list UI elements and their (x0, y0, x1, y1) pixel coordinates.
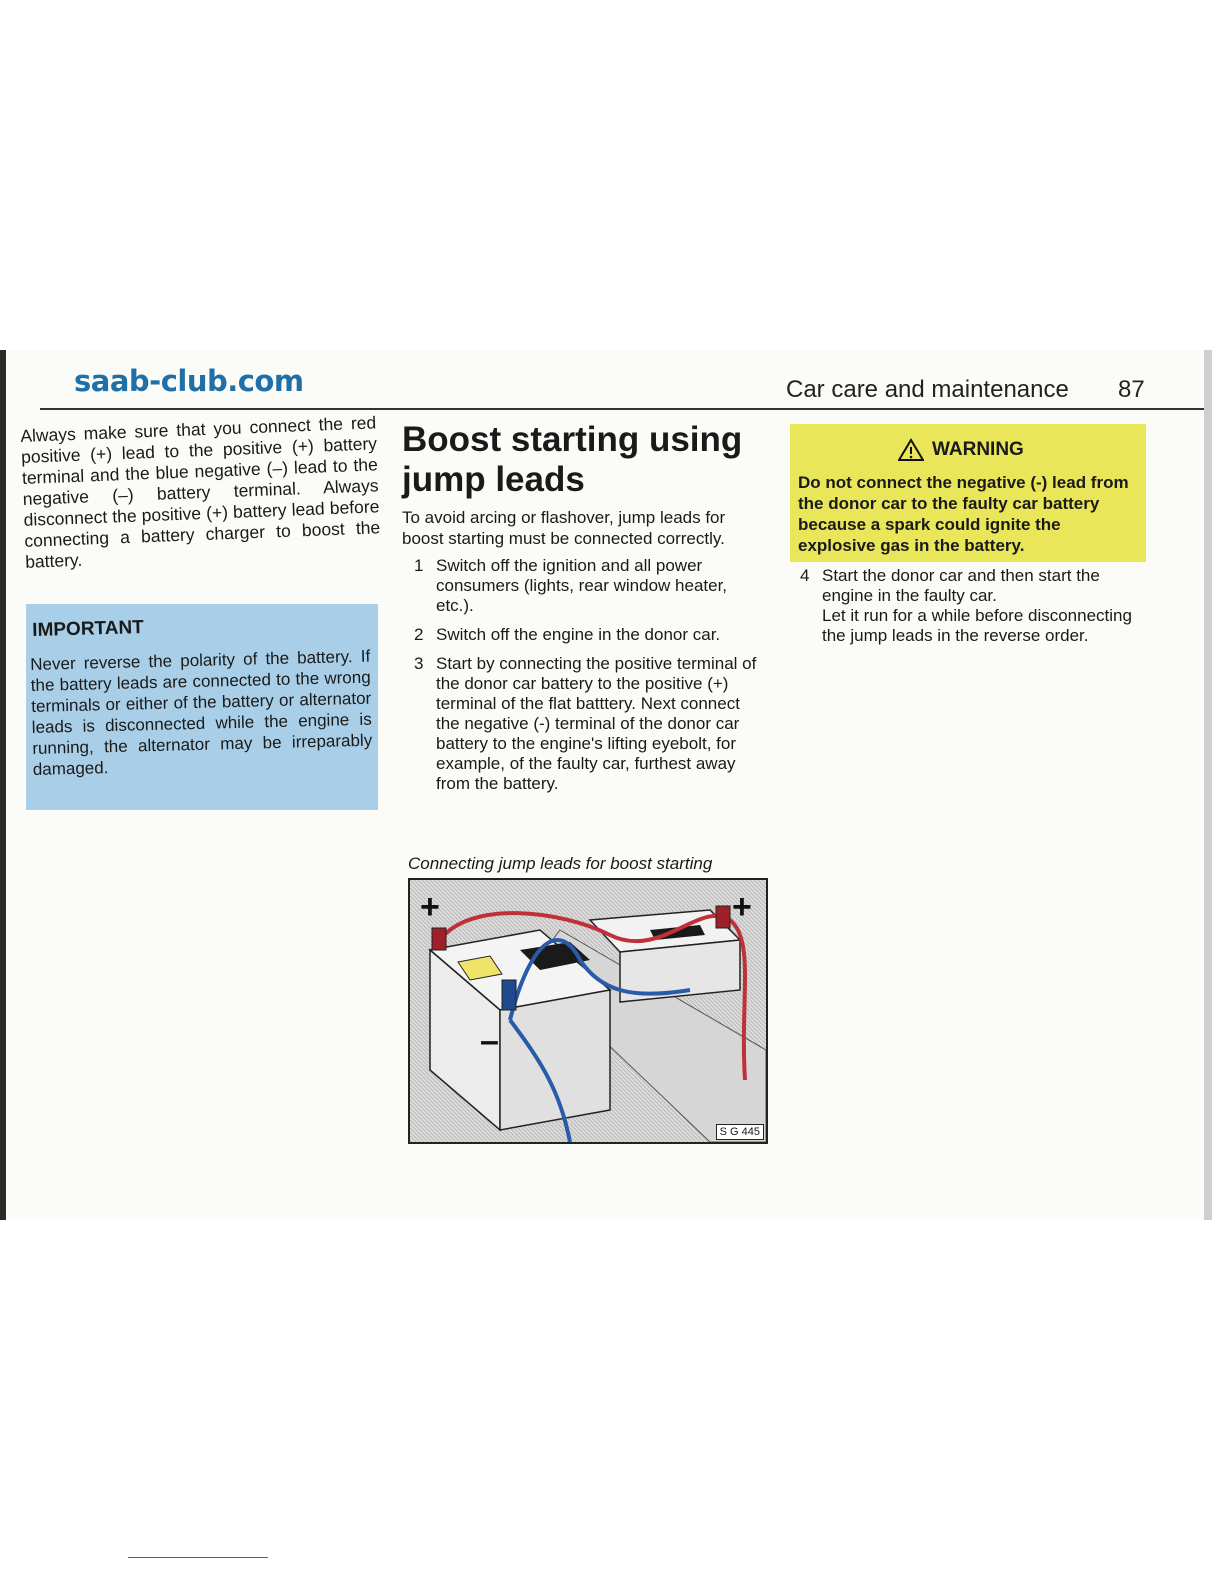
header-rule (40, 408, 1204, 410)
list-item (410, 654, 762, 794)
page-edge-left (0, 350, 6, 1220)
page-edge-right (1204, 350, 1212, 1220)
step-text: Start the donor car and then start the engine in the faulty car. (822, 566, 1100, 605)
polarity-paragraph: Always make sure that you connect the red positive (+) lead to the positive (+) battery terminal and the blue negative (–) lead to the negative (–) battery terminal. Always disconnect the positive (+) battery lead before connecting a battery charger to boost the battery. (20, 412, 381, 572)
plus-sign-left: + (420, 888, 440, 926)
warning-text: Do not connect the negative (-) lead from the donor car to the faulty car battery because a spark could ignite the explosive gas in the battery. (798, 473, 1129, 555)
blue-clamp (502, 980, 516, 1010)
step-text: Switch off the engine in the donor car. (436, 625, 721, 644)
figure-caption: Connecting jump leads for boost starting (408, 854, 713, 873)
step-number: 4 (800, 566, 810, 585)
warning-title (898, 438, 1024, 462)
step-number: 3 (414, 654, 424, 673)
step-text: Let it run for a while before disconnecting the jump leads in the reverse order. (822, 606, 1132, 645)
intro-paragraph: To avoid arcing or flashover, jump leads for boost starting must be connected correctly. (402, 508, 726, 548)
faulty-battery-side (500, 990, 610, 1130)
plus-sign-right: + (732, 888, 752, 926)
important-title: IMPORTANT (32, 617, 145, 641)
red-clamp-donor (716, 906, 730, 928)
red-clamp-faulty (432, 928, 446, 950)
list-item (410, 625, 762, 645)
step-number: 1 (414, 556, 424, 575)
warning-title-text: WARNING (932, 439, 1024, 460)
list-item (410, 556, 762, 616)
warning-triangle-icon (898, 438, 924, 462)
section-title: Car care and maintenance (786, 376, 1069, 403)
figure-code: S G 445 (716, 1124, 764, 1140)
illustration-svg (410, 880, 766, 1142)
step-text: Switch off the ignition and all power consumers (lights, rear window heater, etc.). (436, 556, 728, 615)
steps-list (410, 556, 762, 803)
step-text: Start by connecting the positive terminal of the donor car battery to the positive (+) terminal of the flat batttery. Next connect the negative (-) terminal of the donor car battery to the engine's lifting eyebolt, for example, of the faulty car, furthest away from the battery. (436, 654, 757, 793)
jump-leads-illustration (408, 878, 768, 1144)
site-logo[interactable]: saab-club.com (74, 364, 304, 398)
minus-sign: – (480, 1022, 499, 1060)
page-heading: Boost starting using jump leads (402, 420, 743, 499)
page-number: 87 (1118, 376, 1145, 403)
step-number: 2 (414, 625, 424, 644)
important-text: Never reverse the polarity of the battery. If the battery leads are connected to the wrong terminals or either of the battery or alternator leads is disconnected while the engine is running, the alternator may be irreparably damaged. (30, 646, 373, 779)
footer-rule (128, 1557, 268, 1558)
step-4 (800, 566, 1152, 646)
